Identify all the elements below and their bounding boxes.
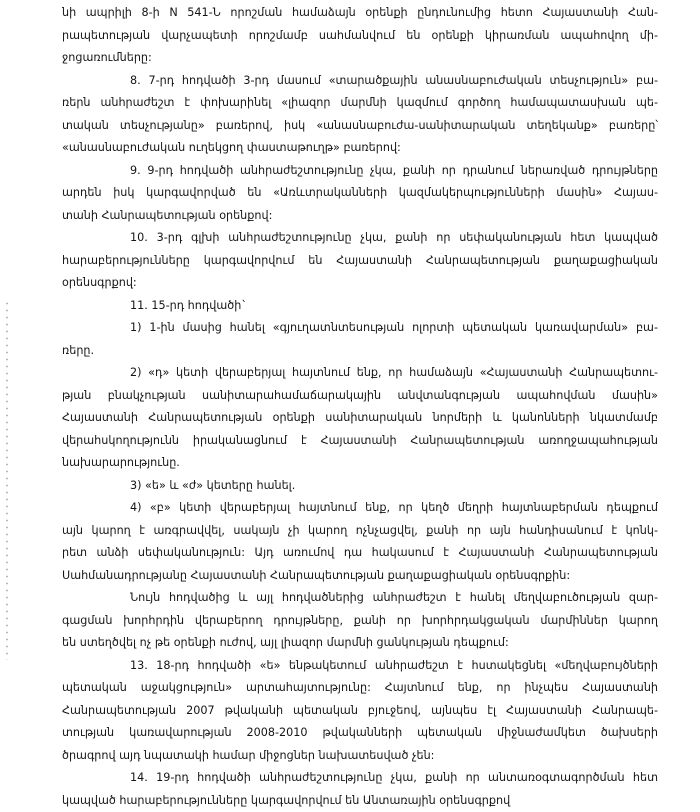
text-line: Հայաստանի Հանրապետության օրենքի սանիտարական նորմերի և կանոնների նկատմամբ [62, 407, 658, 430]
text-line: 11. 15-րդ հոդվածի` [62, 295, 658, 318]
text-line: 9. 9-րդ հոդվածի անհրաժեշտությունը չկա, քանի որ դրանում ներառված դրույթները [62, 160, 658, 183]
text-line: ջոցառումները: [62, 47, 658, 70]
text-line: ծրագրով այդ նպատակի համար միջոցներ նախատեսված չեն: [62, 745, 658, 768]
text-line: այն կարող է առգրավվել, սակայն չի կարող ոչնչացվել, քանի որ այն հանդիսանում է կոնկ- [62, 520, 658, 543]
text-line: նի ապրիլի 8-ի N 541-Ն որոշման համաձայն օրենքի ընդունումից հետո Հայաստանի Հան- [62, 2, 658, 25]
text-line: ռերը. [62, 340, 658, 363]
text-line: գացման խորհրդին վերաբերող դրույթները, քանի որ խորհրդակցական մարմիններ կարող [62, 610, 658, 633]
text-line: թյան բնակչության սանիտարահամաճարակային անվտանգության ապահովման մասին» [62, 385, 658, 408]
text-line: ռերն անհրաժեշտ է փոխարինել «լիազոր մարմնի կազմում գործող համապատասխան պե- [62, 92, 658, 115]
text-line: 3) «ե» և «ժ» կետերը հանել. [62, 475, 658, 498]
text-line: հարաբերությունները կարգավորվում են Հայաստանի Հանրապետության քաղաքացիական [62, 250, 658, 273]
text-line: 2) «դ» կետի վերաբերյալ հայտնում ենք, որ համաձայն «Հայաստանի Հանրապետու- [62, 362, 658, 385]
text-line: րապետության վարչապետի որոշմամբ սահմանվում են օրենքի կիրառման ապահովող մի- [62, 25, 658, 48]
text-line: 8. 7-րդ հոդվածի 3-րդ մասում «տարածքային անասնաբուժական տեսչություն» բա- [62, 70, 658, 93]
text-line: նախարարությունը. [62, 452, 658, 475]
text-line: 1) 1-ին մասից հանել «գյուղատնտեսության ոլորտի պետական կառավարման» բա- [62, 317, 658, 340]
text-line: կապված հարաբերությունները կարգավորվում են Անտառային օրենսգրքով [62, 790, 658, 812]
text-line: տության կառավարության 2008-2010 թվականների պետական միջնաժամկետ ծախսերի [62, 722, 658, 745]
text-line: Սահմանադրությանը Հայաստանի Հանրապետության քաղաքացիական օրենսգրքին: [62, 565, 658, 588]
text-line: Հանրապետության 2007 թվականի պետական բյուջեով, այնպես էլ Հայաստանի Հանրապե- [62, 700, 658, 723]
text-line: օրենսգրքով: [62, 272, 658, 295]
text-line: արդեն իսկ կարգավորված են «Առևտրականների կազմակերպությունների մասին» Հայաս- [62, 182, 658, 205]
text-line: տական տեսչությանը» բառերով, իսկ «անասնաբուժա-սանիտարական տեղեկանք» բառերը՝ [62, 115, 658, 138]
text-line: տանի Հանրապետության օրենքով: [62, 205, 658, 228]
text-line: 13. 18-րդ հոդվածի «ե» ենթակետում անհրաժեշտ է հստակեցնել «մեղվաբույծների [62, 655, 658, 678]
text-line: 4) «բ» կետի վերաբերյալ հայտնում ենք, որ կեղծ մեղրի հայտնաբերման դեպքում [62, 497, 658, 520]
text-line: րետ անձի սեփականություն: Այդ առումով դա հակասում է Հայաստանի Հանրապետության [62, 542, 658, 565]
text-line: պետական աջակցություն» արտահայտությունը: Հայտնում ենք, որ ինչպես Հայաստանի [62, 677, 658, 700]
scan-margin-marks [6, 300, 8, 660]
text-line: Նույն հոդվածից և այլ հոդվածներից անհրաժեշտ է հանել մեղվաբուծության զար- [62, 587, 658, 610]
text-line: 14. 19-րդ հոդվածի անհրաժեշտությունը չկա, քանի որ անտառօգտագործման հետ [62, 767, 658, 790]
text-line: «անասնաբուժական ուղեկցող փաստաթուղթ» բառերով: [62, 137, 658, 160]
text-line: վերահսկողությունն իրականացնում է Հայաստանի Հանրապետության առողջապահության [62, 430, 658, 453]
text-line: են ստեղծվել ոչ թե օրենքի ուժով, այլ լիազոր մարմնի ցանկության դեպքում: [62, 632, 658, 655]
document-body [62, 2, 658, 812]
text-line: 10. 3-րդ գլխի անհրաժեշտությունը չկա, քանի որ սեփականության հետ կապված [62, 227, 658, 250]
